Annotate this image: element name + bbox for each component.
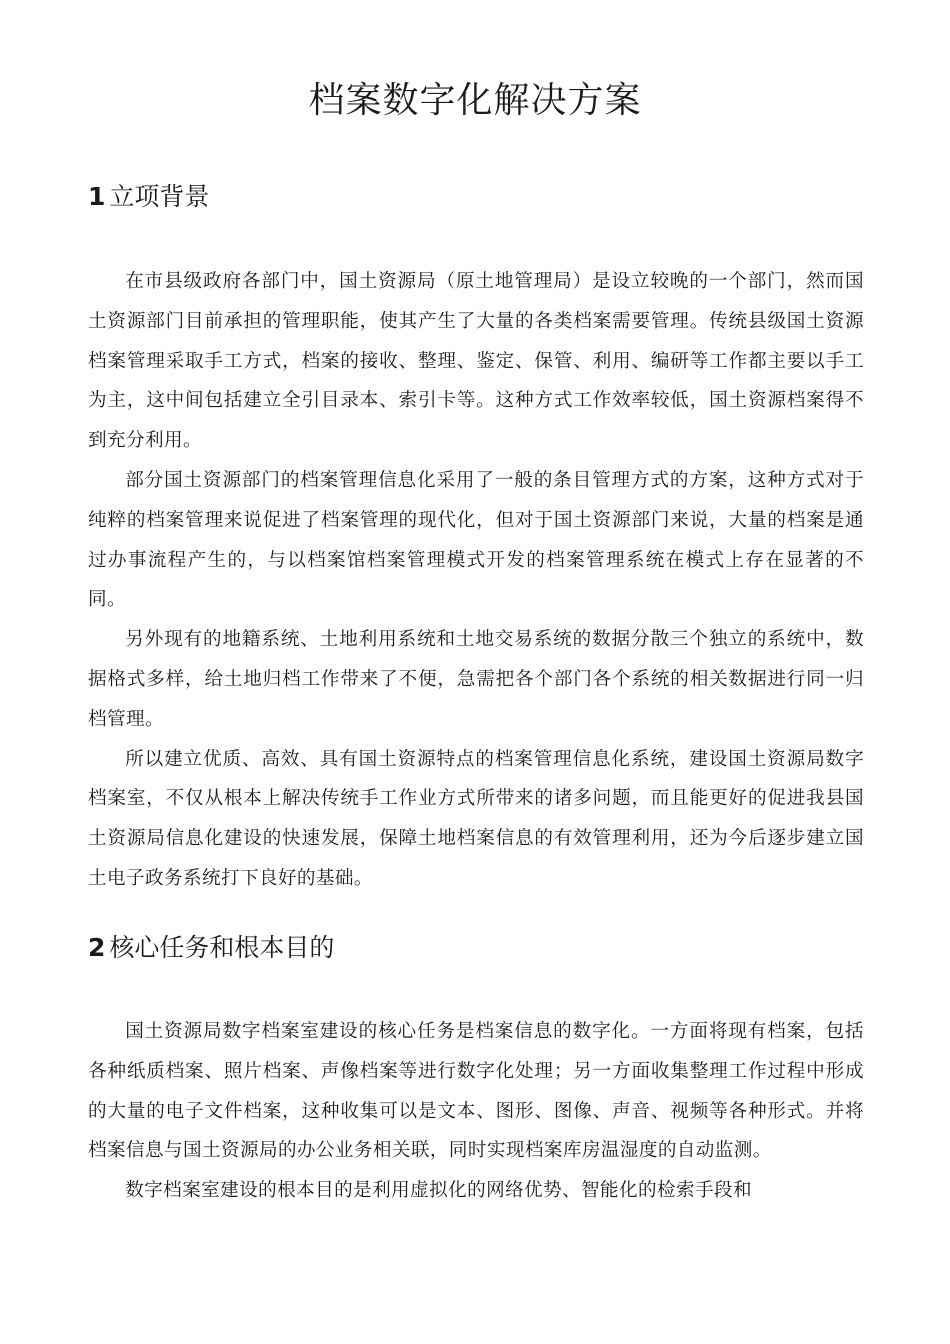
paragraph: 在市县级政府各部门中，国土资源局（原土地管理局）是设立较晚的一个部门，然而国土资源部门目前承担的管理职能，使其产生了大量的各类档案需要管理。传统县级国土资源档案管理采取手工方式，档案的接收、整理、鉴定、保管、利用、编研等工作都主要以手工为主，这中间包括建立全引目录本、索引卡等。这种方式工作效率较低，国土资源档案得不到充分利用。: [88, 271, 864, 452]
paragraph: 部分国土资源部门的档案管理信息化采用了一般的条目管理方式的方案，这种方式对于纯粹的档案管理来说促进了档案管理的现代化，但对于国土资源部门来说，大量的档案是通过办事流程产生的，与以档案馆档案管理模式开发的档案管理系统在模式上存在显著的不同。: [88, 469, 864, 611]
section-number: 2: [88, 933, 106, 962]
section-title: 立项背景: [109, 182, 210, 211]
paragraph: 数字档案室建设的根本目的是利用虚拟化的网络优势、智能化的检索手段和: [125, 1180, 752, 1202]
section-body-background: [88, 262, 864, 899]
section-body-core-tasks: [88, 1012, 864, 1211]
paragraph: 另外现有的地籍系统、土地利用系统和土地交易系统的数据分散三个独立的系统中，数据格式多样，给土地归档工作带来了不便，急需把各个部门各个系统的相关数据进行同一归档管理。: [88, 629, 864, 730]
section-number: 1: [88, 182, 106, 211]
paragraph: 所以建立优质、高效、具有国土资源特点的档案管理信息化系统，建设国土资源局数字档案室，不仅从根本上解决传统手工作业方式所带来的诸多问题，而且能更好的促进我县国土资源局信息化建设的快速发展，保障土地档案信息的有效管理利用，还为今后逐步建立国土电子政务系统打下良好的基础。: [88, 748, 864, 889]
section-heading-core-tasks: [88, 930, 868, 966]
document-title: 档案数字化解决方案: [308, 80, 642, 121]
paragraph: 国土资源局数字档案室建设的核心任务是档案信息的数字化。一方面将现有档案，包括各种纸质档案、照片档案、声像档案等进行数字化处理；另一方面收集整理工作过程中形成的大量的电子文件档案，这种收集可以是文本、图形、图像、声音、视频等各种形式。并将档案信息与国土资源局的办公业务相关联，同时实现档案库房温湿度的自动监测。: [88, 1021, 864, 1162]
section-title: 核心任务和根本目的: [109, 933, 335, 962]
section-heading-background: [88, 179, 868, 215]
